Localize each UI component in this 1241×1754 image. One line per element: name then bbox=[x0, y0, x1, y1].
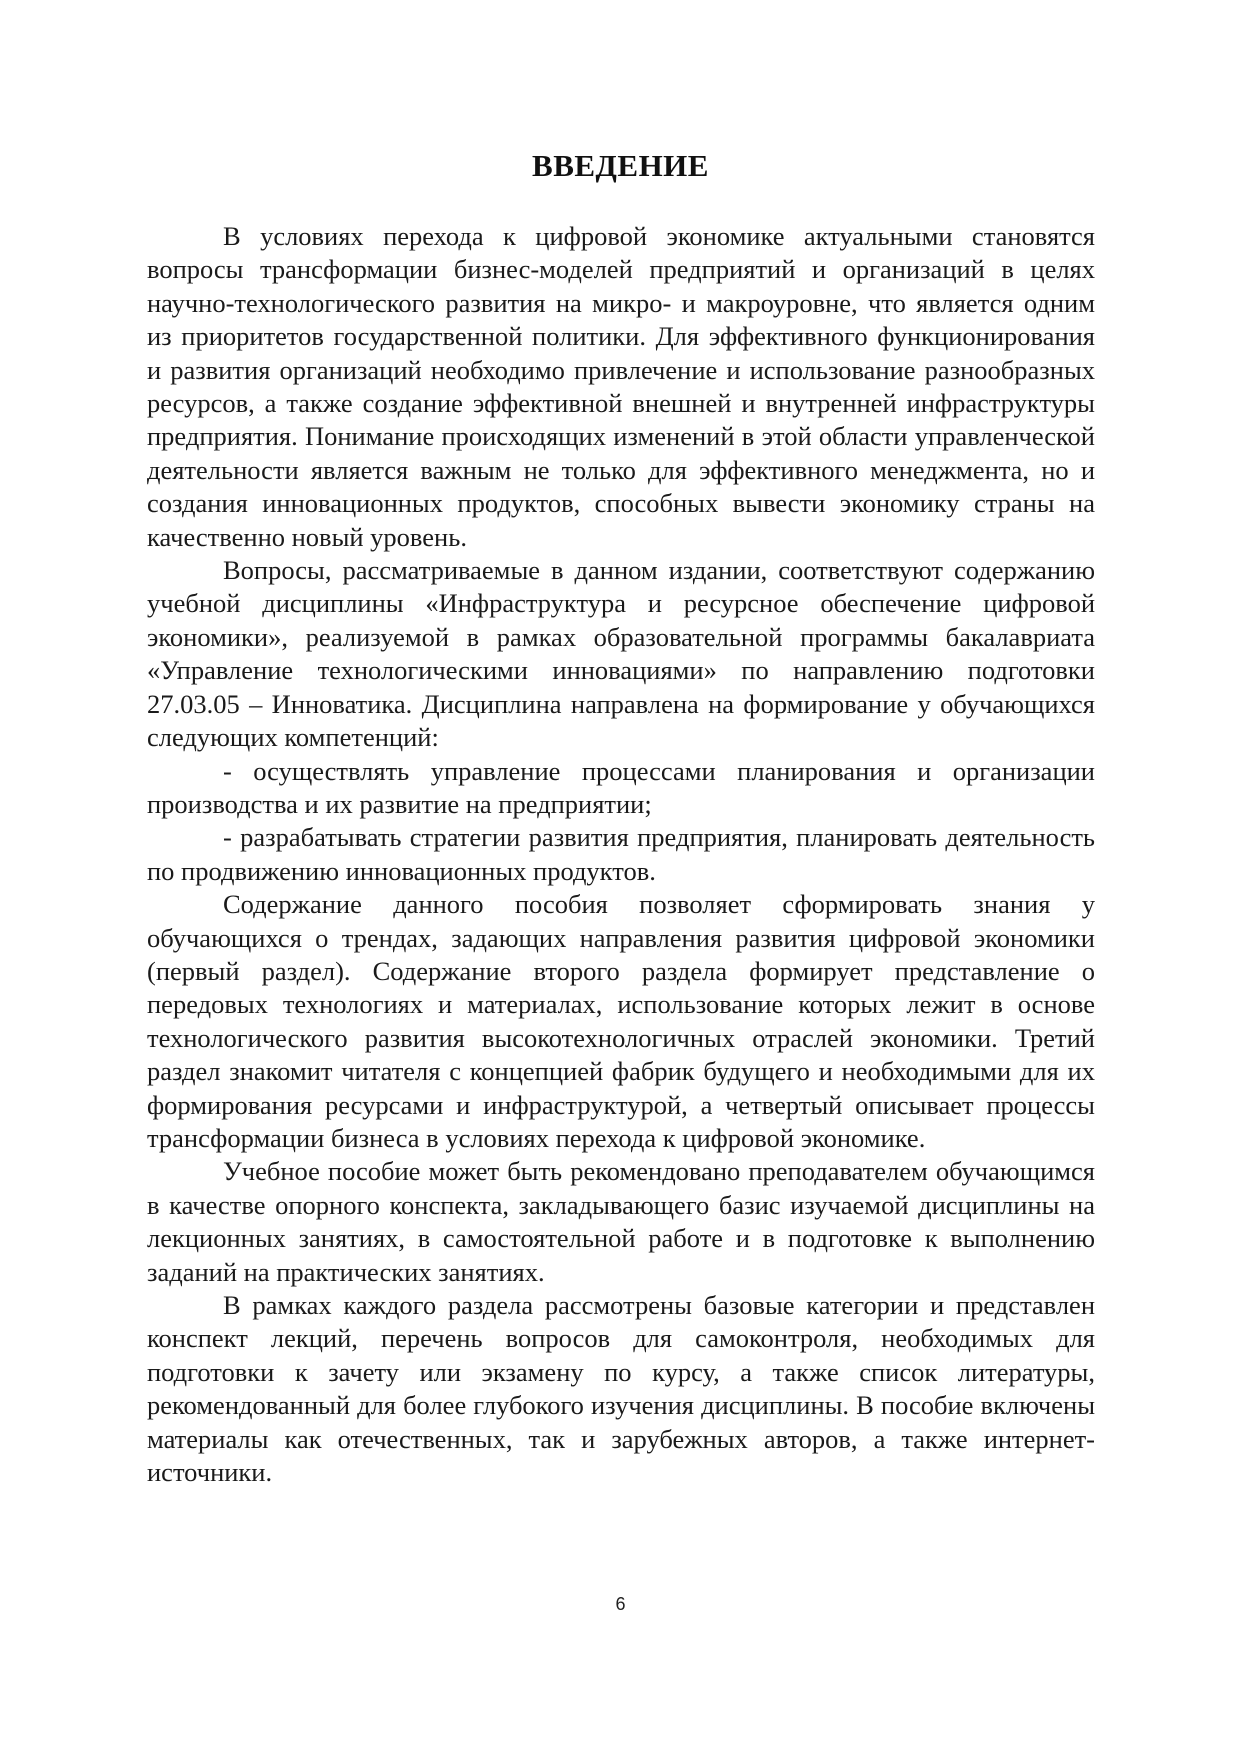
paragraph-competence-2: - разрабатывать стратегии развития предприятия, планировать деятельность по продвижению инновационных продуктов. bbox=[147, 822, 1095, 886]
paragraph-recommendation: Учебное пособие может быть рекомендовано преподавателем обучающимся в качестве опорного конспекта, закладывающего базис изучаемой дисциплины на лекционных занятиях, в самостоятельной работе и в подготовке к выполнению заданий на практических занятиях. bbox=[147, 1156, 1095, 1287]
paragraph-content: Содержание данного пособия позволяет сформировать знания у обучающихся о трендах, задающих направления развития цифровой экономики (первый раздел). Содержание второго раздела формирует представление о передовых технологиях и материалах, использование которых лежит в основе технологического развития высокотехнологичных отраслей экономики. Третий раздел знакомит читателя с концепцией фабрик будущего и необходимыми для их формирования ресурсами и инфраструктурой, а четвертый описывает процессы трансформации бизнеса в условиях перехода к цифровой экономике. bbox=[147, 889, 1095, 1153]
body-text bbox=[147, 220, 1095, 1489]
page-number: 6 bbox=[615, 1594, 626, 1614]
paragraph-competence-1: - осуществлять управление процессами планирования и организации производства и их развитие на предприятии; bbox=[147, 755, 1095, 819]
paragraph-discipline: Вопросы, рассматриваемые в данном издании, соответствуют содержанию учебной дисциплины «Инфраструктура и ресурсное обеспечение цифровой экономики», реализуемой в рамках образовательной программы бакалавриата «Управление технологическими инновациями» по направлению подготовки 27.03.05 – Инноватика. Дисциплина направлена на формирование у обучающихся следующих компетенций: bbox=[147, 555, 1095, 753]
paragraph-sections: В рамках каждого раздела рассмотрены базовые категории и представлен конспект лекций, перечень вопросов для самоконтроля, необходимых для подготовки к зачету или экзамену по курсу, а также список литературы, рекомендованный для более глубокого изучения дисциплины. В пособие включены материалы как отечественных, так и зарубежных авторов, а также интернет-источники. bbox=[147, 1290, 1095, 1488]
page-title: ВВЕДЕНИЕ bbox=[532, 148, 709, 183]
paragraph-intro: В условиях перехода к цифровой экономике актуальными становятся вопросы трансформации бизнес-моделей предприятий и организаций в целях научно-технологического развития на микро- и макроуровне, что является одним из приоритетов государственной политики. Для эффективного функционирования и развития организаций необходимо привлечение и использование разнообразных ресурсов, а также создание эффективной внешней и внутренней инфраструктуры предприятия. Понимание происходящих изменений в этой области управленческой деятельности является важным не только для эффективного менеджмента, но и создания инновационных продуктов, способных вывести экономику страны на качественно новый уровень. bbox=[147, 221, 1095, 552]
